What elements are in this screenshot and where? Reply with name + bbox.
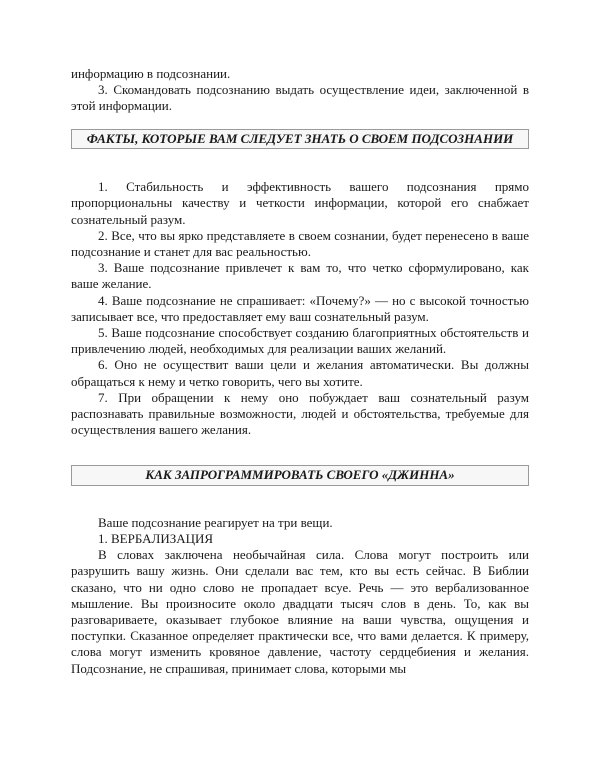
list-item: 2. Все, что вы ярко представляете в своем сознании, будет перенесено в ваше подсознание и станет для вас реальностью.	[71, 227, 529, 259]
list-item: 5. Ваше подсознание способствует созданию благоприятных обстоятельств и привлечению людей, необходимых для реализации ваших желаний.	[71, 324, 529, 357]
list-item: 7. При обращении к нему оно побуждает ваш сознательный разум распознавать правильные возможности, людей и обстоятельства, требуемые для осуществления вашего желания.	[71, 389, 529, 438]
paragraph-body: В словах заключена необычайная сила. Слова могут построить или разрушить вашу жизнь. Они сделали вас тем, кто вы есть сейчас. В Библии сказано, что ни одно слово не пропадает всуе. Речь — это вербализованное мышление. Вы произносите около двадцати тысяч слов в день. То, как вы разговариваете, оказывает глубокое влияние на ваши чувства, ощущения и поступки. Сказанное определяет практически все, что вами делается. К примеру, слова могут изменить кровяное давление, частоту сердцебиения и желания. Подсознание, не спрашивая, принимает слова, которыми мы	[71, 547, 529, 676]
section-heading-facts: ФАКТЫ, КОТОРЫЕ ВАМ СЛЕДУЕТ ЗНАТЬ О СВОЕМ ПОДСОЗНАНИИ	[71, 129, 529, 150]
subheading-verbalization: 1. ВЕРБАЛИЗАЦИЯ	[98, 531, 214, 547]
list-item: 1. Стабильность и эффективность вашего подсознания прямо пропорциональны качеству и четкости информации, которой его снабжает сознательный разум.	[71, 179, 529, 227]
section-heading-program: КАК ЗАПРОГРАММИРОВАТЬ СВОЕГО «ДЖИННА»	[71, 465, 529, 486]
list-item: 4. Ваше подсознание не спрашивает: «Почему?» — но с высокой точностью записывает все, что предоставляет ему ваш сознательный разум.	[71, 292, 529, 324]
list-item: 6. Оно не осуществит ваши цели и желания автоматически. Вы должны обращаться к нему и четко говорить, чего вы хотите.	[71, 357, 529, 389]
list-item: 3. Скомандовать подсознанию выдать осуществление идеи, заключенной в этой информации.	[71, 82, 529, 114]
paragraph-intro: Ваше подсознание реагирует на три вещи.	[98, 514, 333, 530]
paragraph-continuation: информацию в подсознании.	[71, 66, 231, 81]
document-page	[71, 66, 529, 677]
list-item: 3. Ваше подсознание привлечет к вам то, что четко сформулировано, как ваше желание.	[71, 260, 529, 292]
